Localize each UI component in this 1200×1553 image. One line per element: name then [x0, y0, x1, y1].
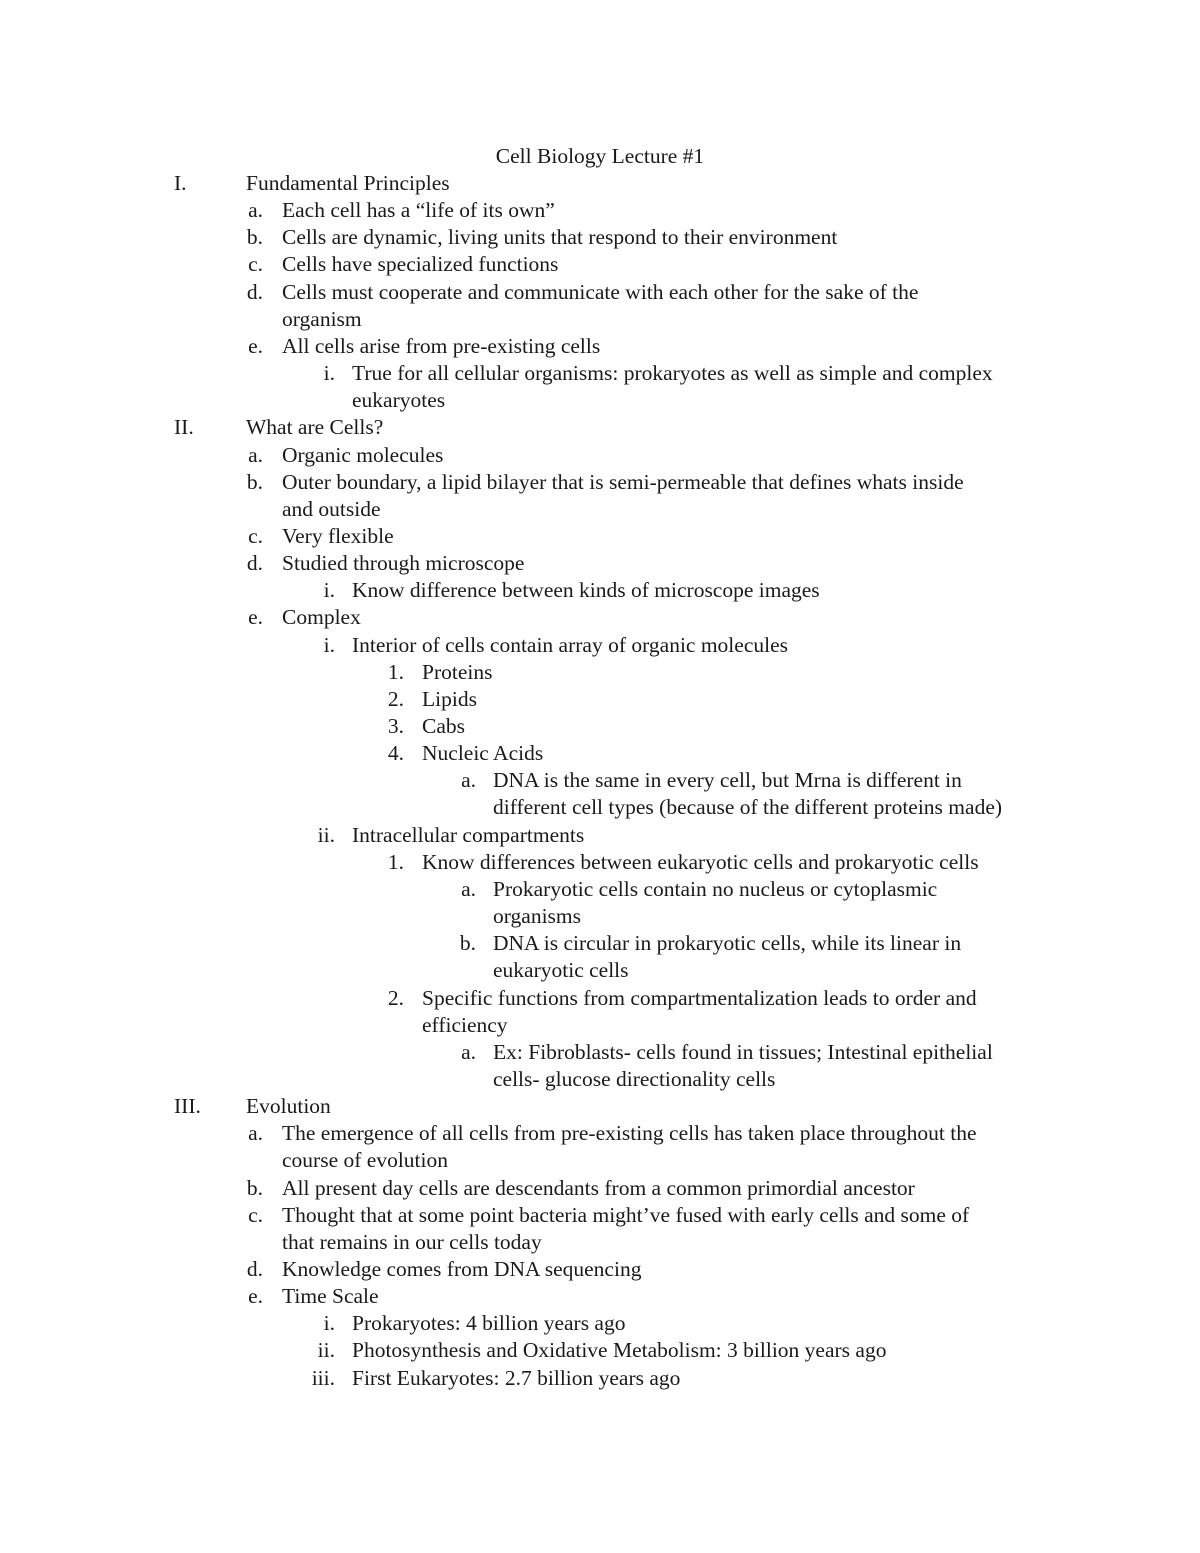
- outline-text: Thought that at some point bacteria might’ve fused with early cells and some of: [282, 1202, 970, 1227]
- outline-marker: 2.: [387, 985, 404, 1010]
- outline-marker: i.: [323, 361, 335, 386]
- outline-marker: b.: [246, 469, 263, 494]
- outline-marker: c.: [248, 252, 263, 277]
- outline-marker: 3.: [387, 714, 404, 738]
- outline-text: Knowledge comes from DNA sequencing: [282, 1257, 642, 1281]
- outline-text: Specific functions from compartmentalization leads to order and: [422, 985, 977, 1010]
- outline-text: Time Scale: [282, 1284, 379, 1309]
- outline-text: Cabs: [422, 714, 465, 738]
- outline-marker: d.: [246, 551, 263, 576]
- outline-text: Evolution: [246, 1094, 331, 1119]
- outline-text: DNA is the same in every cell, but Mrna is different in: [493, 768, 962, 793]
- outline-text: First Eukaryotes: 2.7 billion years ago: [352, 1365, 681, 1390]
- outline-text: Know difference between kinds of microscope images: [352, 578, 820, 603]
- outline-text: organism: [282, 306, 362, 331]
- page-title: Cell Biology Lecture #1: [495, 144, 705, 168]
- outline-text: Nucleic Acids: [422, 741, 544, 766]
- outline-marker: 2.: [387, 686, 404, 711]
- outline-marker: c.: [248, 1202, 263, 1227]
- outline-text: Each cell has a “life of its own”: [282, 198, 555, 223]
- outline-text: DNA is circular in prokaryotic cells, while its linear in: [493, 931, 962, 956]
- outline-marker: 1.: [387, 659, 404, 684]
- outline-text: Fundamental Principles: [246, 171, 450, 195]
- outline-marker: I.: [174, 171, 187, 195]
- outline-marker: e.: [248, 333, 263, 358]
- outline-text: organisms: [493, 904, 581, 929]
- outline-text: Lipids: [422, 686, 477, 711]
- outline-marker: iii.: [311, 1365, 335, 1390]
- outline-text: Cells are dynamic, living units that respond to their environment: [282, 225, 838, 250]
- outline-text: Know differences between eukaryotic cells and prokaryotic cells: [422, 849, 979, 874]
- outline-marker: a.: [461, 876, 476, 901]
- outline-text: Very flexible: [282, 523, 394, 548]
- outline-text: Intracellular compartments: [352, 822, 585, 847]
- outline-marker: II.: [174, 415, 194, 440]
- outline-text: Interior of cells contain array of organic molecules: [352, 632, 788, 657]
- outline-marker: i.: [323, 1311, 335, 1336]
- outline-text: Cells must cooperate and communicate with each other for the sake of the: [282, 279, 919, 304]
- outline-text: Prokaryotic cells contain no nucleus or cytoplasmic: [493, 876, 938, 901]
- outline-text: that remains in our cells today: [282, 1229, 542, 1254]
- outline-text: The emergence of all cells from pre-existing cells has taken place throughout the: [282, 1121, 977, 1146]
- outline-text: Cells have specialized functions: [282, 252, 559, 277]
- outline-marker: b.: [459, 931, 476, 956]
- outline-text: Studied through microscope: [282, 551, 525, 576]
- outline-marker: d.: [246, 1257, 263, 1281]
- outline-marker: 4.: [387, 741, 404, 766]
- outline-text: Photosynthesis and Oxidative Metabolism: 3 billion years ago: [352, 1338, 887, 1363]
- outline-marker: d.: [246, 279, 263, 304]
- outline-text: Ex: Fibroblasts- cells found in tissues; Intestinal epithelial: [493, 1039, 993, 1064]
- outline-text: Proteins: [422, 659, 493, 684]
- outline-text: Outer boundary, a lipid bilayer that is semi-permeable that defines whats inside: [282, 469, 964, 494]
- outline-text: different cell types (because of the different proteins made): [493, 795, 1003, 820]
- outline-marker: a.: [248, 198, 263, 223]
- outline-text: eukaryotic cells: [493, 958, 629, 983]
- outline-marker: e.: [248, 1284, 263, 1309]
- outline-text: All present day cells are descendants from a common primordial ancestor: [282, 1175, 915, 1200]
- outline-text: eukaryotes: [352, 388, 446, 413]
- outline-marker: c.: [248, 523, 263, 548]
- outline-marker: b.: [246, 225, 263, 250]
- outline-text: True for all cellular organisms: prokaryotes as well as simple and complex: [352, 361, 993, 386]
- outline-text: Prokaryotes: 4 billion years ago: [352, 1311, 626, 1336]
- outline-marker: a.: [461, 768, 476, 793]
- outline-marker: III.: [174, 1094, 201, 1119]
- outline-marker: a.: [248, 1121, 263, 1146]
- outline-marker: ii.: [317, 822, 335, 847]
- outline-text: What are Cells?: [246, 415, 384, 440]
- outline-text: and outside: [282, 496, 381, 521]
- outline-text: course of evolution: [282, 1148, 448, 1173]
- outline-marker: e.: [248, 605, 263, 630]
- outline-text: efficiency: [422, 1012, 508, 1037]
- outline-marker: b.: [246, 1175, 263, 1200]
- outline-text: Organic molecules: [282, 442, 444, 467]
- outline-marker: a.: [461, 1039, 476, 1064]
- outline-marker: a.: [248, 442, 263, 467]
- outline-marker: 1.: [387, 849, 404, 874]
- outline-text: cells- glucose directionality cells: [493, 1066, 776, 1091]
- outline-marker: i.: [323, 632, 335, 657]
- outline-marker: ii.: [317, 1338, 335, 1363]
- outline-text: All cells arise from pre-existing cells: [282, 333, 601, 358]
- outline-text: Complex: [282, 605, 361, 630]
- outline-marker: i.: [323, 578, 335, 603]
